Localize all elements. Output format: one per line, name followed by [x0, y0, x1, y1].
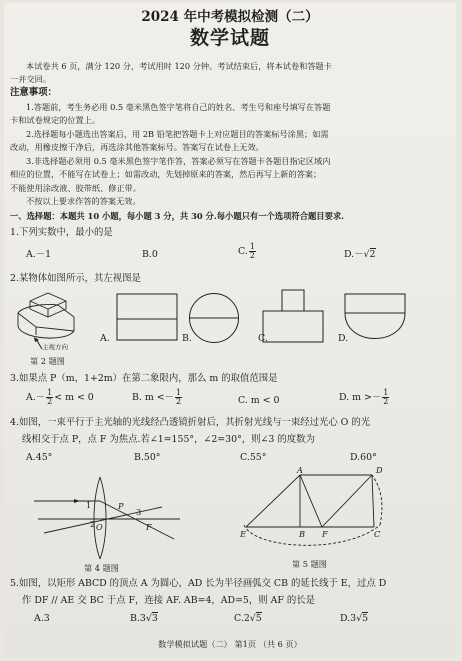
notes-item: 2.选择题每小题选出答案后，用 2B 铅笔把答题卡上对应题目的答案标号涂黑；如需 — [26, 129, 329, 139]
q1-option-a: A.－1 — [26, 249, 52, 260]
q3-option-c: C. m < 0 — [238, 395, 280, 406]
q2-option-d-figure — [344, 293, 406, 343]
question-1-stem: 1.下列实数中，最小的是 — [10, 227, 113, 238]
section-heading: 一、选择题：本题共 10 小题，每小题 3 分，共 30 分.每小题只有一个选项符合题目要求. — [10, 211, 345, 221]
fraction-numerator: 1 — [249, 242, 255, 251]
fraction-denominator: 2 — [175, 397, 182, 406]
exam-title: 2024 年中考模拟检测（二） — [141, 9, 319, 25]
q5-label-b: B — [299, 529, 306, 539]
q1-option-c-prefix: C. — [238, 246, 248, 257]
q3-option-d — [339, 389, 390, 406]
q3-option-a-prefix: A.－ — [26, 392, 46, 403]
q5-option-c — [234, 613, 262, 625]
q5-label-c: C — [374, 529, 381, 539]
q2-option-d: D. — [338, 333, 349, 344]
q5-option-c-prefix: C.2 — [234, 613, 250, 624]
q4-option-a: A.45° — [26, 452, 53, 463]
q5-label-a: A — [297, 465, 303, 475]
q2-option-b: B. — [182, 333, 192, 344]
exam-page — [4, 3, 456, 658]
sqrt-radicand: 5 — [255, 613, 262, 624]
question-4-stem-2: 线相交于点 P，点 F 为焦点.若∠1=155°，∠2=30°，则∠3 的度数为 — [22, 434, 315, 445]
q5-figure-label: 第 5 题图 — [292, 559, 327, 569]
q4-lens-figure — [34, 471, 184, 561]
q5-option-a: A.3 — [34, 613, 50, 624]
q2-option-c-figure — [262, 289, 324, 343]
intro-line-2: 一并交回。 — [10, 74, 51, 84]
q3-option-b-prefix: B. m <－ — [132, 392, 174, 403]
q3-option-b-fraction — [175, 389, 182, 406]
q5-option-b — [130, 613, 158, 625]
sqrt-radicand: 2 — [369, 249, 376, 260]
q5-option-d-prefix: D.3 — [340, 613, 357, 624]
q4-label-3: 3 — [136, 507, 142, 517]
fraction-numerator: 1 — [47, 388, 53, 397]
q1-option-c-fraction — [249, 243, 256, 260]
q3-option-d-prefix: D. m >－ — [339, 392, 382, 403]
fraction-numerator: 1 — [383, 388, 389, 397]
fraction-denominator: 2 — [383, 397, 389, 406]
sqrt-sign: √ — [363, 249, 370, 260]
q4-label-f: F — [146, 522, 152, 532]
page-footer: 数学模拟试题（二） 第1页 （共 6 页） — [158, 639, 302, 649]
question-5-stem-2: 作 DF // AE 交 BC 于点 F，连接 AF. AB=4，AD=5，则 AF 的长是 — [22, 595, 316, 606]
q4-label-p: P — [118, 501, 124, 511]
sqrt-sign: √ — [145, 613, 152, 624]
notes-item: 相应的位置，不能写在试卷上；如需改动，先划掉原来的答案，然后再写上新的答案； — [10, 169, 322, 179]
q1-option-b: B.0 — [142, 249, 158, 260]
q4-option-c: C.55° — [240, 452, 267, 463]
notes-item: 不按以上要求作答的答案无效。 — [26, 196, 141, 206]
sqrt-radicand: 3 — [151, 613, 158, 624]
notes-heading: 注意事项： — [10, 87, 57, 98]
q4-label-o: O — [96, 522, 103, 532]
question-2-stem: 2.某物体如图所示，其左视图是 — [10, 273, 141, 284]
q2-arrow-label: 主视方向 — [42, 343, 68, 351]
q5-label-f: F — [322, 529, 328, 539]
q5-option-d — [340, 613, 368, 625]
sqrt-sign: √ — [249, 613, 256, 624]
subject-title: 数学试题 — [189, 27, 270, 49]
sqrt-radicand: 5 — [362, 613, 369, 624]
q5-label-e: E — [240, 529, 246, 539]
notes-item: 1.答题前，考生务必用 0.5 毫米黑色签字笔将自己的姓名、考生号和座号填写在答题 — [26, 102, 331, 112]
fraction-denominator: 2 — [47, 397, 53, 406]
q1-option-d — [344, 249, 376, 261]
q2-option-c: C. — [258, 333, 268, 344]
q4-label-1: 1 — [86, 500, 92, 510]
q1-option-c — [238, 243, 257, 260]
question-4-stem-1: 4.如图，一束平行于主光轴的光线经凸透镜折射后，其折射光线与一束经过光心 O 的光 — [10, 417, 371, 428]
question-3-stem: 3.如果点 P（m，1+2m）在第二象限内，那么 m 的取值范围是 — [10, 373, 278, 384]
q3-option-d-fraction — [382, 389, 389, 406]
q4-figure-label: 第 4 题图 — [84, 563, 119, 573]
q5-geometry-figure — [234, 469, 384, 551]
q3-option-a-tail: < m < 0 — [54, 392, 94, 403]
fraction-numerator: 1 — [175, 388, 182, 397]
q2-option-a-figure — [116, 293, 178, 341]
q4-option-b: B.50° — [134, 452, 161, 463]
q1-option-d-prefix: D.－ — [344, 249, 364, 260]
notes-item: 不能使用涂改液、胶带纸、修正带。 — [10, 183, 142, 193]
sqrt-sign: √ — [356, 613, 363, 624]
q5-label-d: D — [376, 465, 383, 475]
q3-option-a-fraction — [46, 389, 53, 406]
question-5-stem-1: 5.如图，以矩形 ABCD 的顶点 A 为圆心，AD 长为半径画弧交 CB 的延长线于 E，过点 D — [10, 578, 387, 589]
notes-item: 3.非选择题必须用 0.5 毫米黑色签字笔作答，答案必须写在答题卡各题目指定区域内 — [26, 156, 331, 166]
notes-item: 卡和试卷规定的位置上。 — [10, 115, 101, 125]
q3-option-a — [26, 389, 94, 406]
q4-option-d: D.60° — [350, 452, 377, 463]
q3-option-b — [132, 389, 183, 406]
q4-label-2: 2 — [90, 519, 96, 529]
intro-line-1: 本试卷共 6 页，满分 120 分，考试用时 120 分钟。考试结束后，将本试卷和答题卡 — [26, 61, 332, 71]
q2-option-a: A. — [100, 333, 110, 344]
fraction-denominator: 2 — [249, 251, 255, 260]
notes-item: 改动，用橡皮擦干净后，再选涂其他答案标号。答案写在试卷上无效。 — [10, 142, 264, 152]
q2-option-b-figure — [188, 292, 240, 344]
q2-figure-label: 第 2 题图 — [30, 356, 65, 366]
q5-option-b-prefix: B.3 — [130, 613, 146, 624]
